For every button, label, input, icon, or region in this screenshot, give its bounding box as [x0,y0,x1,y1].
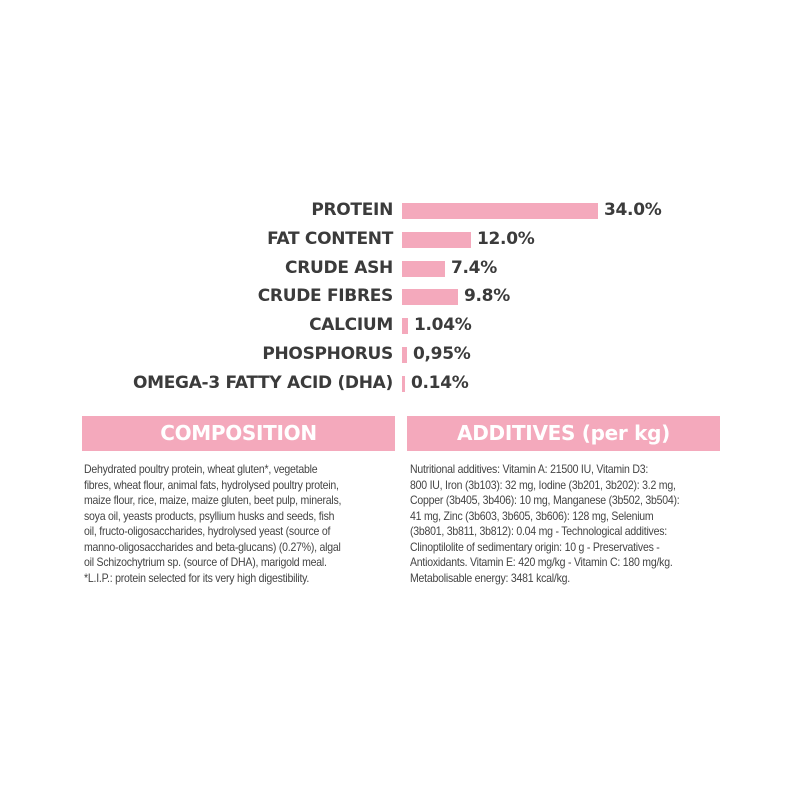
composition-line: oil, fructo-oligosaccharides, hydrolysed yeast (source of [84,525,331,538]
bar-row [0,225,800,254]
bar-row [0,254,800,283]
composition-title: COMPOSITION [160,421,317,445]
composition-line: maize flour, rice, maize, maize gluten, beet pulp, minerals, [84,494,342,507]
bar-value-label: 1.04% [414,315,472,336]
bar [402,376,405,392]
bar-value-label: 0.14% [411,372,469,393]
bar-label: PHOSPHORUS [262,344,393,364]
bar [402,289,458,305]
bar-label: CALCIUM [309,315,393,336]
bar-label: PROTEIN [311,200,393,220]
bar [402,347,407,363]
bar-value-label: 9.8% [464,286,510,307]
bar-value-label: 0,95% [413,344,471,364]
bar-label: CRUDE FIBRES [257,286,393,307]
additives-line: Antioxidants. Vitamin E: 420 mg/kg - Vitamin C: 180 mg/kg. [410,556,673,569]
additives-text [410,462,721,586]
bar-row [0,196,800,225]
bar-row [0,311,800,340]
additives-line: Copper (3b405, 3b406): 10 mg, Manganese (3b502, 3b504): [410,494,680,507]
additives-header [407,416,720,451]
bar-row [0,282,800,311]
composition-text [84,462,395,586]
bar [402,318,408,334]
additives-line: 800 IU, Iron (3b103): 32 mg, Iodine (3b201, 3b202): 3.2 mg, [410,478,676,492]
bar-value-label: 7.4% [451,257,497,278]
composition-line: oil Schizochytrium sp. (source of DHA), marigold meal. [84,556,327,569]
additives-line: Metabolisable energy: 3481 kcal/kg. [410,571,570,585]
additives-line: Nutritional additives: Vitamin A: 21500 IU, Vitamin D3: [410,463,649,476]
additives-line: 41 mg, Zinc (3b603, 3b605, 3b606): 128 mg, Selenium [410,509,654,523]
composition-line: Dehydrated poultry protein, wheat gluten*, vegetable [84,463,318,476]
bar-label: OMEGA-3 FATTY ACID (DHA) [132,372,393,393]
bar-value-label: 34.0% [604,200,662,220]
bar-value-label: 12.0% [477,228,535,249]
bar-label: CRUDE ASH [285,257,393,278]
composition-line: *L.I.P.: protein selected for its very high digestibility. [84,571,310,585]
composition-line: fibres, wheat flour, animal fats, hydrolysed poultry protein, [84,478,339,492]
bar-row [0,369,800,398]
additives-title: ADDITIVES (per kg) [457,421,670,445]
nutrient-bar-chart [0,196,800,396]
additives-line: Clinoptilolite of sedimentary origin: 10 g - Preservatives - [410,540,660,554]
composition-line: soya oil, yeasts products, psyllium husks and seeds, fish [84,509,335,523]
bar [402,261,445,277]
additives-line: (3b801, 3b811, 3b812): 0.04 mg - Technological additives: [410,525,667,538]
bar-row [0,340,800,369]
bar [402,203,598,219]
bar [402,232,471,248]
composition-header [82,416,395,451]
bar-label: FAT CONTENT [267,228,393,249]
composition-line: manno-oligosaccharides and beta-glucans) (0.27%), algal [84,540,341,554]
